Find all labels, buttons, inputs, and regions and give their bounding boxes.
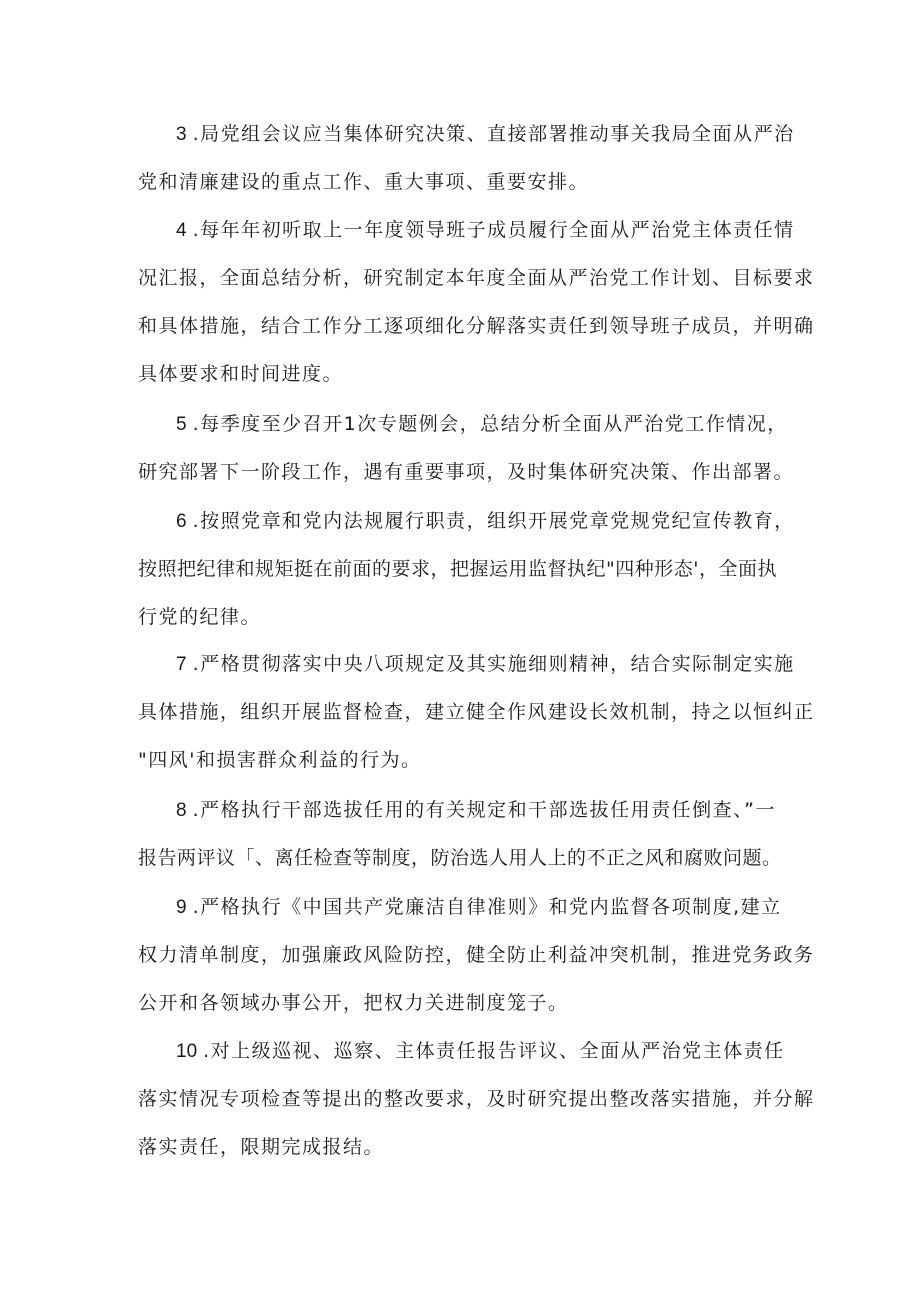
line-text: .每季度至少召开1次专题例会，总结分析全面从严治党工作情况， (192, 413, 788, 435)
paragraph-line: 报告两评议「、离任检查等制度，防治选人用人上的不正之风和腐败问题。 (138, 847, 782, 869)
line-text: .严格执行《中国共产党廉洁自律准则》和党内监督各项制度,建立 (192, 896, 782, 918)
paragraph-item-4 (138, 206, 815, 398)
paragraph-line: 具体要求和时间进度。 (138, 363, 344, 385)
paragraph-line: 按照把纪律和规矩挺在前面的要求，把握运用监督执纪"四种形态'，全面执 (138, 558, 777, 580)
line-text: .严格贯彻落实中央八项规定及其实施细则精神，结合实际制定实施 (192, 653, 795, 675)
paragraph-first-line (138, 206, 798, 254)
paragraph-item-8 (138, 786, 798, 882)
paragraph-line: 研究部署下一阶段工作，遇有重要事项，及时集体研究决策、作出部署。 (138, 461, 795, 483)
paragraph-first-line (138, 110, 798, 158)
paragraph-item-3 (138, 110, 798, 206)
paragraph-line: 权力清单制度，加强廉政风险防控，健全防止利益冲突机制，推进党务政务 (138, 944, 815, 966)
paragraph-first-line (138, 497, 798, 545)
paragraph-item-7 (138, 640, 815, 784)
item-number: 3 (176, 124, 187, 145)
paragraph-item-9 (138, 883, 815, 1027)
paragraph-first-line (138, 786, 798, 834)
line-text: .按照党章和党内法规履行职责，组织开展党章党规党纪宣传教育， (192, 510, 795, 532)
paragraph-item-10 (138, 1027, 815, 1171)
line-text: .每年年初听取上一年度领导班子成员履行全面从严治党主体责任情 (192, 219, 795, 241)
paragraph-line: 党和清廉建设的重点工作、重大事项、重要安排。 (138, 171, 590, 193)
item-number: 8 (176, 800, 187, 821)
item-number: 4 (176, 220, 187, 241)
paragraph-first-line (138, 400, 798, 448)
paragraph-first-line (138, 1027, 798, 1075)
paragraph-line: "四风'和损害群众利益的行为。 (138, 749, 422, 771)
line-text: .对上级巡视、巡察、主体责任报告评议、全面从严治党主体责任 (203, 1040, 785, 1062)
item-number: 5 (176, 414, 187, 435)
paragraph-item-6 (138, 497, 798, 641)
line-text: .严格执行干部选拔任用的有关规定和干部选拔任用责任倒查、”一 (192, 799, 776, 821)
paragraph-line: 况汇报，全面总结分析，研究制定本年度全面从严治党工作计划、目标要求 (138, 267, 815, 289)
line-text: .局党组会议应当集体研究决策、直接部署推动事关我局全面从严治 (192, 123, 795, 145)
item-number: 9 (176, 897, 187, 918)
paragraph-first-line (138, 883, 798, 931)
paragraph-line: 和具体措施，结合工作分工逐项细化分解落实责任到领导班子成员，并明确 (138, 315, 815, 337)
paragraph-line: 落实责任，限期完成报结。 (138, 1136, 385, 1158)
item-number: 6 (176, 511, 187, 532)
paragraph-item-5 (138, 400, 798, 496)
paragraph-first-line (138, 640, 798, 688)
paragraph-line: 具体措施，组织开展监督检查，建立健全作风建设长效机制，持之以恒纠正 (138, 701, 815, 723)
paragraph-line: 公开和各领域办事公开，把权力关进制度笼子。 (138, 992, 569, 1014)
paragraph-line: 落实情况专项检查等提出的整改要求，及时研究提出整改落实措施，并分解 (138, 1088, 815, 1110)
item-number: 7 (176, 654, 187, 675)
paragraph-line: 行党的纪律。 (138, 606, 262, 628)
item-number: 10 (176, 1041, 198, 1062)
